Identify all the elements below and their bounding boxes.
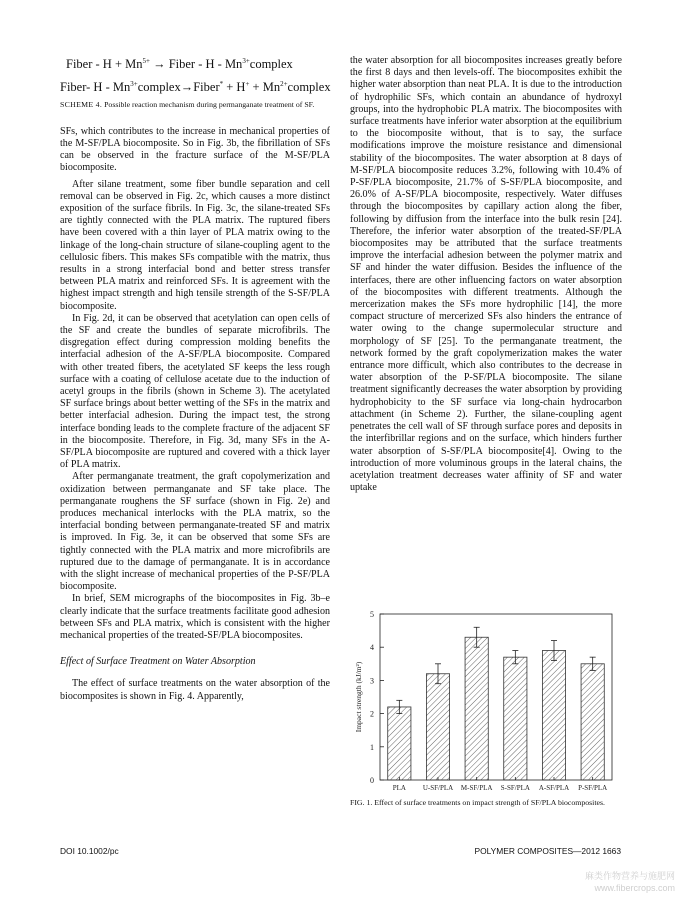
bar [504,657,527,780]
y-tick-label: 2 [370,709,374,719]
reaction-equation-1: Fiber - $H + Mn^{5+}$ → Fiber - H - $Mn^{3+}complex$ [66,57,293,72]
section-heading: Effect of Surface Treatment on Water Absorption [60,656,256,668]
x-tick-label: U-SF/PLA [422,784,454,792]
bar [581,664,604,780]
bar [426,674,449,780]
watermark-line: 麻类作物营养与施肥网 [584,871,675,881]
scheme-text: Possible reaction mechanism during permanganate treatment of SF. [104,99,315,109]
plot-frame [380,614,612,780]
paragraph: In brief, SEM micrographs of the biocomposites in Fig. 3b–e clearly indicate that the surface treatments facilitate good adhesion between SFs and PLA matrix, which is consistent with the higher mechanical properties of the treated-SF/PLA biocomposites. [60,593,330,642]
bar [388,707,411,780]
footer-journal-page: POLYMER COMPOSITES—2012 1663 [474,846,621,856]
bar [542,651,565,780]
reaction-equation-2: Fiber- $H - Mn^{3+}complex\to Fiber^* + H^+$ + $Mn^{2+}complex$ [60,80,331,95]
left-column [60,55,330,703]
figure-caption: FIG. 1. Effect of surface treatments on impact strength of SF/PLA biocomposites. [350,798,605,807]
watermark [585,870,675,894]
x-tick-label: M-SF/PLA [460,784,493,792]
paragraph: In Fig. 2d, it can be observed that acetylation can open cells of the SF and create the bundles of separate microfibrils. The disgregation effect during compression molding benefits the interfacial adhesion of the A-SF/PLA biocomposite. Compared with other treated fibers, the acetylated SF keeps the less rough surface with a coating of cellulose acetate due to the induction of acetyl groups in the fibrils (shown in Scheme 3). The acetylated SF surface brings about better wetting of the SFs in the matrix and better interfacial adhesion. During the impact test, the strong interface bonding leads to the complete fracture of the adjacent SF in the biocomposite. Therefore, in Fig. 3d, many SFs in the A-SF/PLA biocomposite are ruptured and covered with a thick layer of PLA matrix. [60,312,330,471]
impact-strength-chart [350,605,622,795]
x-tick-label: PLA [392,784,406,792]
y-axis-label: Impact strength (kJ/m²) [354,661,363,733]
y-tick-label: 4 [370,643,374,653]
y-tick-label: 1 [370,742,374,752]
y-tick-label: 0 [370,776,374,785]
y-tick-label: 5 [370,610,374,619]
y-tick-label: 3 [370,676,374,686]
x-tick-label: P-SF/PLA [578,784,608,792]
watermark-line: www.fibercrops.com [594,883,675,893]
scheme-caption [60,100,330,110]
bar [465,637,488,780]
footer-doi: DOI 10.1002/pc [60,846,119,856]
right-column [350,55,622,494]
paragraph: After silane treatment, some fiber bundle separation and cell removal can be observed in Fig. 2c, which causes a more distinct exposition of the surface fibrils. In Fig. 3c, the silane-treated SFs are tightly connected with the PLA matrix. The ruptured fibers have been covered with a thin layer of PLA matrix owing to the linkage of the long-chain structure of silane-coupling agent to the cellulosic fibers. This makes SFs compatible with the matrix, thus results in a strong interfacial bond and better stress transfer between PLA matrix and reinforced SFs. It is agreement with the highest impact strength and high tensile strength of the S-SF/PLA biocomposite. [60,178,330,312]
x-tick-label: S-SF/PLA [500,784,530,792]
paragraph: The effect of surface treatments on the water absorption of the biocomposites is shown in Fig. 4. Apparently, [60,678,330,702]
scheme-label: SCHEME 4. [60,99,103,109]
x-tick-label: A-SF/PLA [538,784,570,792]
paragraph: the water absorption for all biocomposites increases greatly before the first 8 days and then levels-off. The biocomposites exhibit the higher water absorption than neat PLA. It is due to the introduction of hydrophilic SFs, which contain an abundance of hydroxyl groups, into the hydrophobic PLA matrix. The biocomposites with surface treatments have inferior water absorption at the equilibrium to the biocomposite without, that is to say, the surface modifications improve the moisture resistance and dimensional stability of the biocomposites. The water absorption at 8 days of M-SF/PLA biocomposite reduces 3.2%, following with 10.4% of P-SF/PLA biocomposite, 21.7% of S-SF/PLA biocomposite, and 26.0% of A-SF/PLA biocomposite, respectively. Water diffuses through the biocomposites by capillary action along the fiber, following by diffusion from the interface into the bulk resin [24]. Therefore, the inferior water absorption of the treated-SF/PLA biocomposites may be attributed that the surface treatments improve the interfacial adhesion between the polymer matrix and SF and hinder the water diffusion. Besides the influence of the interfaces, there are other influencing factors on water absorption of the biocomposites with different treatments. Although the mercerization makes the SFs more hydrophilic [14], the more compact structure of mercerized SFs also hinders the entrance of water owing to the change supermolecular structure and morphology of SF [25]. To the permanganate treatment, the network formed by the graft copolymerization makes the water entrance more difficult, which also contributes to the decrease in water absorption of the P-SF/PLA biocomposite. The silane treatment significantly decreases the water absorption by providing hydrophobicity to the SF surface via long-chain hydrocarbon attachment (in Scheme 2). Further, the silane-coupling agent penetrates the cell wall of SF through surface pores and deposits in the interfibrillar regions and on the surface, which hinders further water absorption of S-SF/PLA biocomposite[4]. Owing to the introduction of more voluminous groups in the lateral chains, the acetylation treatment decreases water affinity of SF and water uptake [350,55,622,494]
paragraph: SFs, which contributes to the increase in mechanical properties of the M-SF/PLA biocomposite. So in Fig. 3b, the fibrillation of SFs can be observed in the fracture surface of the M-SF/PLA biocomposite. [60,125,330,174]
paragraph: After permanganate treatment, the graft copolymerization and oxidization between permanganate and SF take place. The permanganate roughens the SF surface (shown in Fig. 2e) and produces mechanical interlocks with the PLA matrix, so the interfacial bonding between permanganate-treated SF and matrix is improved. In Fig. 3e, it can be observed that some SFs are tightly connected with the PLA matrix and more microfibrils are ruptured due to the damage of permanganate. It is in accordance with the slight increase of mechanical properties of the P-SF/PLA biocomposite. [60,471,330,593]
